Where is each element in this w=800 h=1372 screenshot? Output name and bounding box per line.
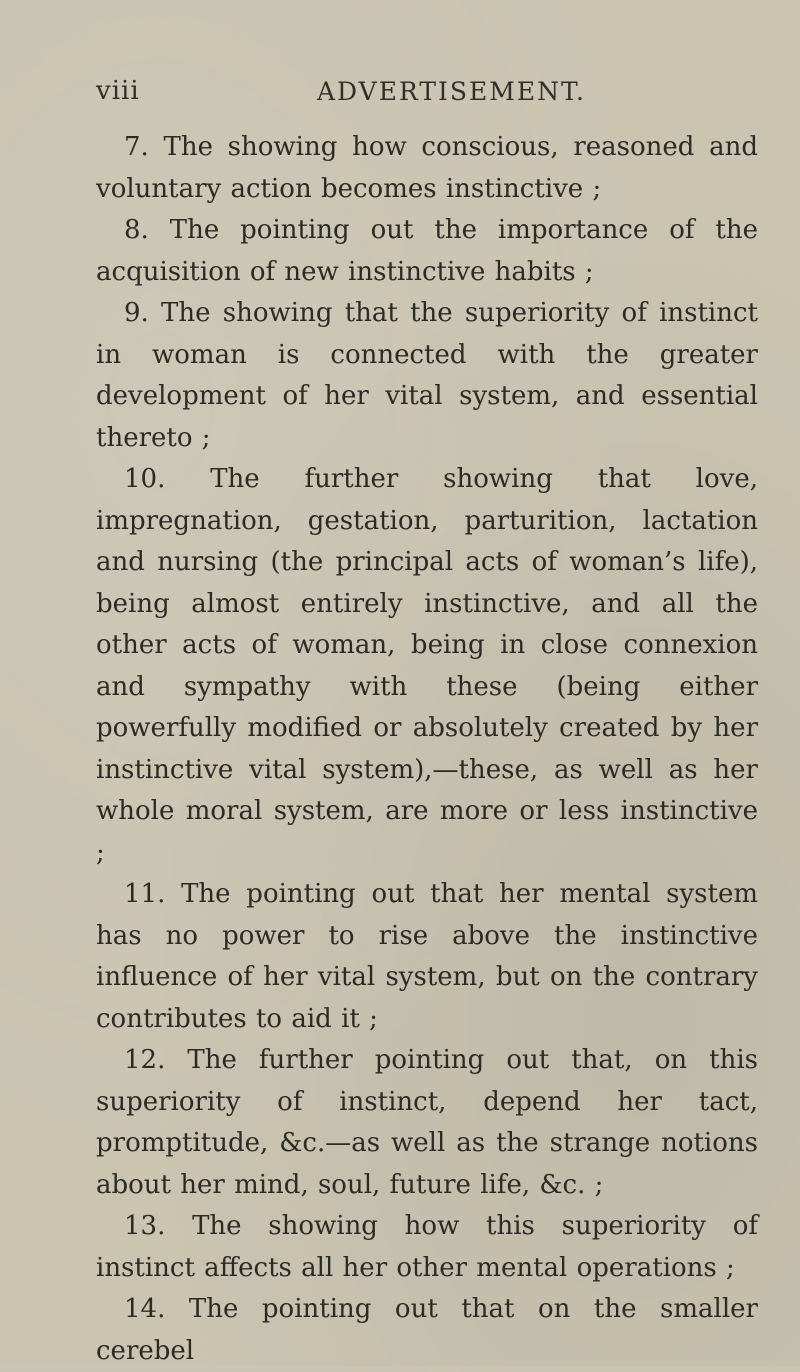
- paragraph-11: 11. The pointing out that her mental system has no power to rise above the instinctive influence of her vital system, but on the contrary contributes to aid it ;: [96, 879, 758, 1034]
- page-number: viii: [96, 76, 140, 106]
- paragraph-13: 13. The showing how this superiority of instinct affects all her other mental operations ;: [96, 1211, 758, 1283]
- paragraph-12: 12. The further pointing out that, on this superiority of instinct, depend her tact, promptitude, &c.—as well as the strange notions about her mind, soul, future life, &c. ;: [96, 1045, 758, 1200]
- body-text: [96, 127, 758, 1372]
- paragraph-7: 7. The showing how conscious, reasoned and voluntary action becomes instinctive ;: [96, 132, 758, 204]
- paragraph-9: 9. The showing that the superiority of instinct in woman is connected with the greater development of her vital system, and essential thereto ;: [96, 298, 758, 453]
- running-title: ADVERTISEMENT.: [317, 77, 586, 106]
- paragraph-8: 8. The pointing out the importance of the acquisition of new instinctive habits ;: [96, 215, 758, 287]
- paragraph-10: 10. The further showing that love, impregnation, gestation, parturition, lactation and nursing (the principal acts of woman’s life), being almost entirely instinctive, and all the other acts of woman, being in close connexion and sympathy with these (being either powerfully modified or absolutely created by her instinctive vital system),—these, as well as her whole moral system, are more or less instinctive ;: [96, 464, 758, 868]
- page-header: [96, 76, 716, 112]
- paragraph-14: 14. The pointing out that on the smaller cerebel: [96, 1294, 758, 1366]
